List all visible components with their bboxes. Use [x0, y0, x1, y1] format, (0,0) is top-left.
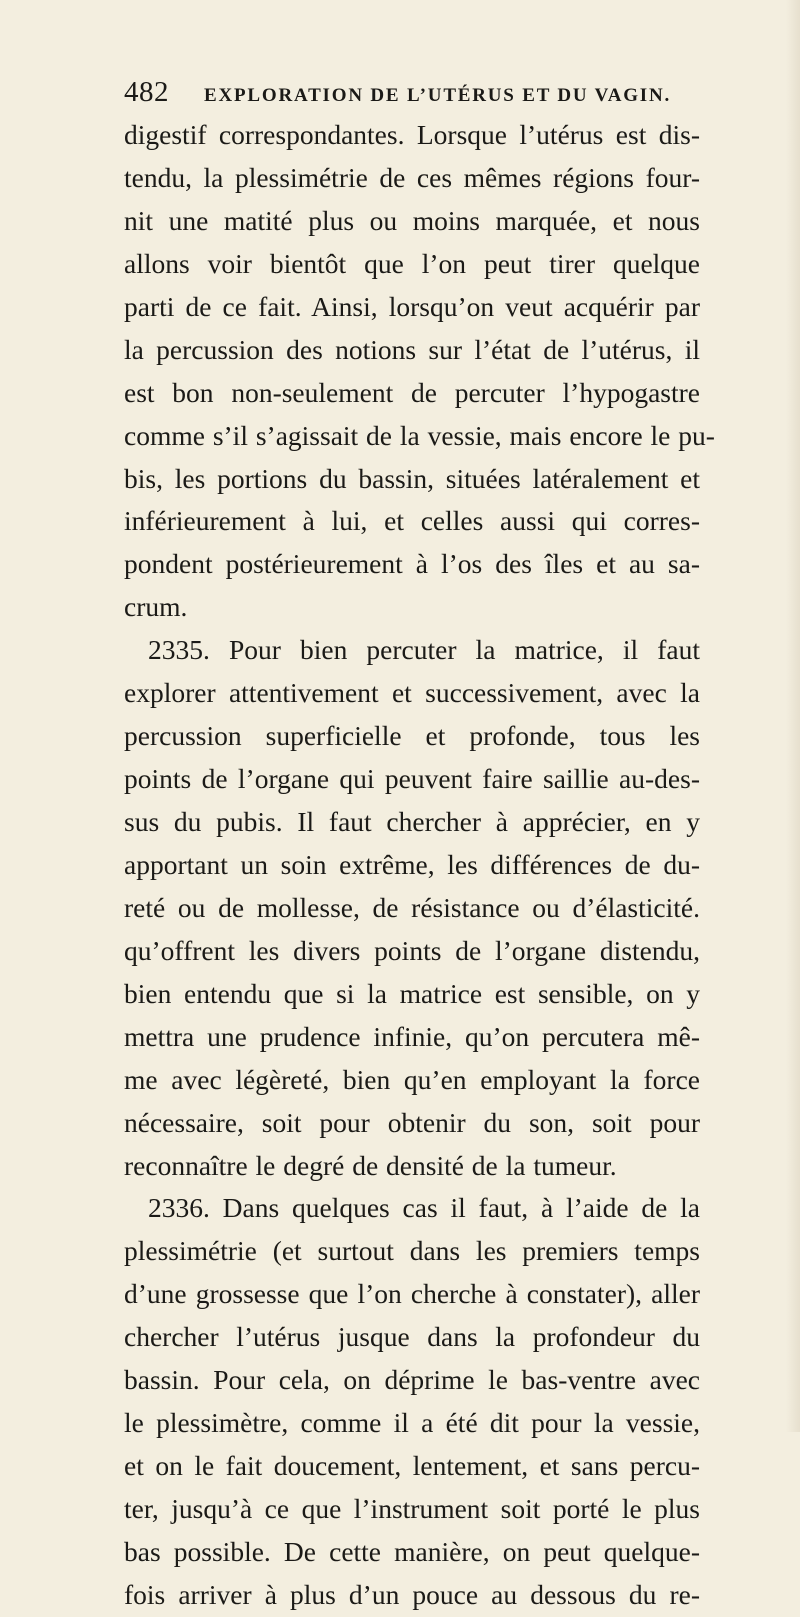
text-line: inférieurement à lui, et celles aussi qui corres- — [124, 505, 700, 537]
text-line: bas possible. De cette manière, on peut quelque- — [124, 1535, 700, 1567]
text-line: le plessimètre, comme il a été dit pour la vessie, — [124, 1407, 700, 1439]
text-line: mettra une prudence infinie, qu’on percutera mê- — [124, 1020, 700, 1052]
text-line: bassin. Pour cela, on déprime le bas-ventre avec — [124, 1364, 700, 1396]
text-line: points de l’organe qui peuvent faire saillie au-des- — [124, 763, 700, 795]
page-edge-shadow — [786, 0, 800, 1432]
body-text — [124, 114, 715, 1617]
text-line: tendu, la plessimétrie de ces mêmes régions four- — [124, 161, 700, 193]
text-line: allons voir bientôt que l’on peut tirer quelque — [124, 247, 700, 279]
text-line: qu’offrent les divers points de l’organe distendu, — [124, 934, 700, 966]
text-line: me avec légèreté, bien qu’en employant la force — [124, 1063, 700, 1095]
text-line: et on le fait doucement, lentement, et sans percu- — [124, 1450, 700, 1482]
text-line: percussion superficielle et profonde, tous les — [124, 720, 700, 752]
running-head — [124, 76, 704, 110]
text-line: reconnaître le degré de densité de la tumeur. — [124, 1149, 617, 1181]
text-line: nit une matité plus ou moins marquée, et nous — [124, 204, 700, 236]
text-line: apportant un soin extrême, les différences de du- — [124, 848, 700, 880]
text-line: bien entendu que si la matrice est sensible, on y — [124, 977, 700, 1009]
text-line: crum. — [124, 591, 188, 623]
text-line: chercher l’utérus jusque dans la profondeur du — [124, 1321, 700, 1353]
text-line: d’une grossesse que l’on cherche à constater), aller — [124, 1278, 700, 1310]
text-line: fois arriver à plus d’un pouce au dessous du re- — [124, 1578, 700, 1610]
text-line: pondent postérieurement à l’os des îles et au sa- — [124, 548, 700, 580]
text-line: sus du pubis. Il faut chercher à apprécier, en y — [124, 806, 700, 837]
text-line: explorer attentivement et successivement, avec la — [124, 677, 700, 709]
text-line: parti de ce fait. Ainsi, lorsqu’on veut acquérir par — [124, 290, 700, 322]
text-line: plessimétrie (et surtout dans les premiers temps — [124, 1235, 700, 1267]
text-line: comme s’il s’agissait de la vessie, mais encore le pu- — [124, 419, 715, 451]
text-line: est bon non-seulement de percuter l’hypogastre — [124, 376, 700, 408]
text-line: digestif correspondantes. Lorsque l’utérus est dis- — [124, 119, 700, 150]
text-line: nécessaire, soit pour obtenir du son, soit pour — [124, 1106, 700, 1138]
text-line: bis, les portions du bassin, situées latéralement et — [124, 462, 700, 494]
text-line: la percussion des notions sur l’état de l’utérus, il — [124, 333, 700, 365]
paragraph-start-2336: 2336. Dans quelques cas il faut, à l’aide de la — [148, 1192, 700, 1224]
page-number: 482 — [124, 76, 169, 108]
text-line: ter, jusqu’à ce que l’instrument soit porté le plus — [124, 1493, 700, 1524]
paragraph-start-2335: 2335. Pour bien percuter la matrice, il faut — [148, 634, 700, 666]
text-line: reté ou de mollesse, de résistance ou d’élasticité. — [124, 891, 700, 923]
running-title: EXPLORATION DE L’UTÉRUS ET DU VAGIN. — [204, 85, 672, 106]
